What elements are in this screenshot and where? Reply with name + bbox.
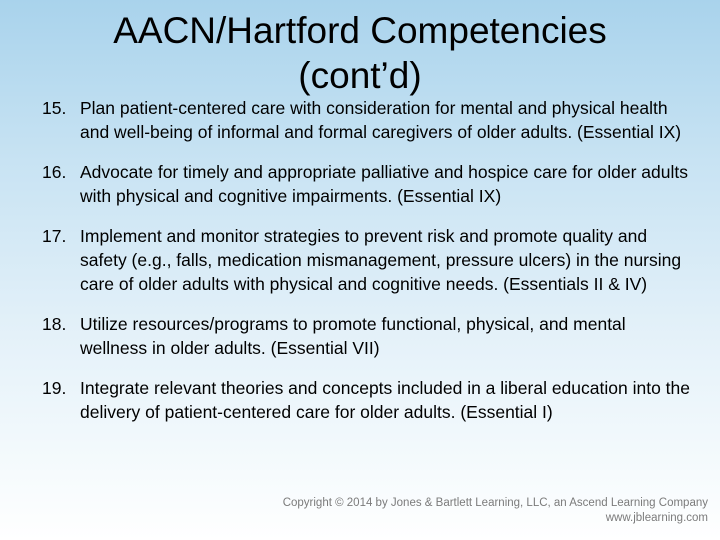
list-item	[42, 160, 696, 208]
list-item	[42, 224, 696, 296]
title-line-2: (cont’d)	[298, 55, 422, 96]
item-number: 18.	[42, 314, 67, 334]
item-number: 16.	[42, 162, 67, 182]
item-text: Advocate for timely and appropriate palliative and hospice care for older adults with physical and cognitive impairments. (Essential IX)	[80, 162, 688, 206]
list-item	[42, 312, 696, 360]
publisher-url: www.jblearning.com	[605, 512, 708, 524]
item-number: 15.	[42, 98, 67, 118]
item-text: Utilize resources/programs to promote functional, physical, and mental wellness in older adults. (Essential VII)	[80, 314, 626, 358]
item-text: Implement and monitor strategies to prevent risk and promote quality and safety (e.g., falls, medication mismanagement, pressure ulcers) in the nursing care of older adults with physical and cognitive needs. (Essentials II & IV)	[80, 226, 682, 294]
item-text: Integrate relevant theories and concepts included in a liberal education into the delivery of patient-centered care for older adults. (Essential I)	[80, 378, 690, 422]
slide-title	[40, 8, 680, 98]
item-number: 19.	[42, 378, 67, 398]
title-line-1: AACN/Hartford Competencies	[113, 10, 607, 51]
competency-list	[42, 96, 696, 440]
list-item	[42, 96, 696, 144]
item-number: 17.	[42, 226, 67, 246]
copyright-notice	[283, 496, 708, 526]
item-text: Plan patient-centered care with consideration for mental and physical health and well-being of informal and formal caregivers of older adults. (Essential IX)	[80, 98, 682, 142]
list-item	[42, 376, 696, 424]
copyright-text: Copyright © 2014 by Jones & Bartlett Learning, LLC, an Ascend Learning Company	[282, 497, 708, 509]
